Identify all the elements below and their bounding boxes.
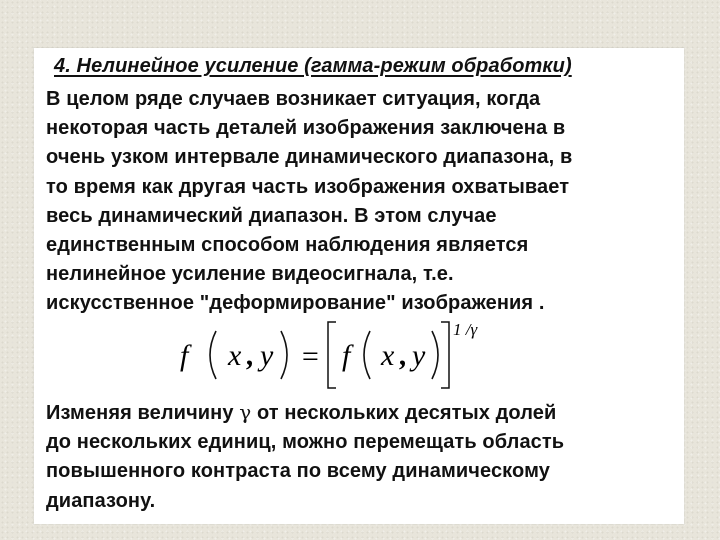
rhs-close-paren [432,331,438,379]
paragraph-line: единственным способом наблюдения является [46,234,529,257]
paragraph-line: весь динамический диапазон. В этом случае [46,204,497,227]
formula-lhs-comma: , [247,339,255,372]
paragraph-line: нелинейное усиление видеосигнала, т.е. [46,263,454,286]
paragraph-line: диапазону. [46,489,156,512]
paragraph-line: искусственное "деформирование" изображения . [46,292,545,315]
paragraph-line [46,398,564,428]
formula-graphic [180,318,500,392]
formula-equals: = [300,340,321,373]
conclusion-paragraph [46,398,564,516]
right-bracket [441,322,449,388]
paragraph-line: то время как другая часть изображения охватывает [46,175,570,198]
formula-rhs-x: x [381,339,395,372]
paragraph-line: до нескольких единиц, можно перемещать область [46,431,565,454]
paragraph-line: очень узком интервале динамического диапазона, в [46,146,573,169]
formula-exponent: 1 /γ [453,320,478,339]
formula-rhs-f: f [342,339,351,372]
formula-rhs-y: y [412,339,426,372]
gamma-formula [180,318,500,392]
paragraph-line: В целом ряде случаев возникает ситуация, когда [46,88,541,110]
formula-lhs-f: f [180,339,189,372]
paragraph-line: повышенного контраста по всему динамическому [46,460,550,483]
formula-rhs-comma: , [400,339,408,372]
gamma-symbol: γ [239,400,252,424]
intro-paragraph [46,85,572,319]
left-bracket [328,322,336,388]
formula-lhs-x: x [228,339,242,372]
paragraph-text: Изменяя величину [46,402,240,424]
paragraph-line: некоторая часть деталей изображения заключена в [46,117,566,140]
rhs-open-paren [364,331,370,379]
slide-title: 4. Нелинейное усиление (гамма-режим обработки) [54,55,572,77]
lhs-open-paren [210,331,216,379]
lhs-close-paren [281,331,287,379]
formula-lhs-y: y [260,339,274,372]
paragraph-text: от нескольких десятых долей [251,402,557,424]
